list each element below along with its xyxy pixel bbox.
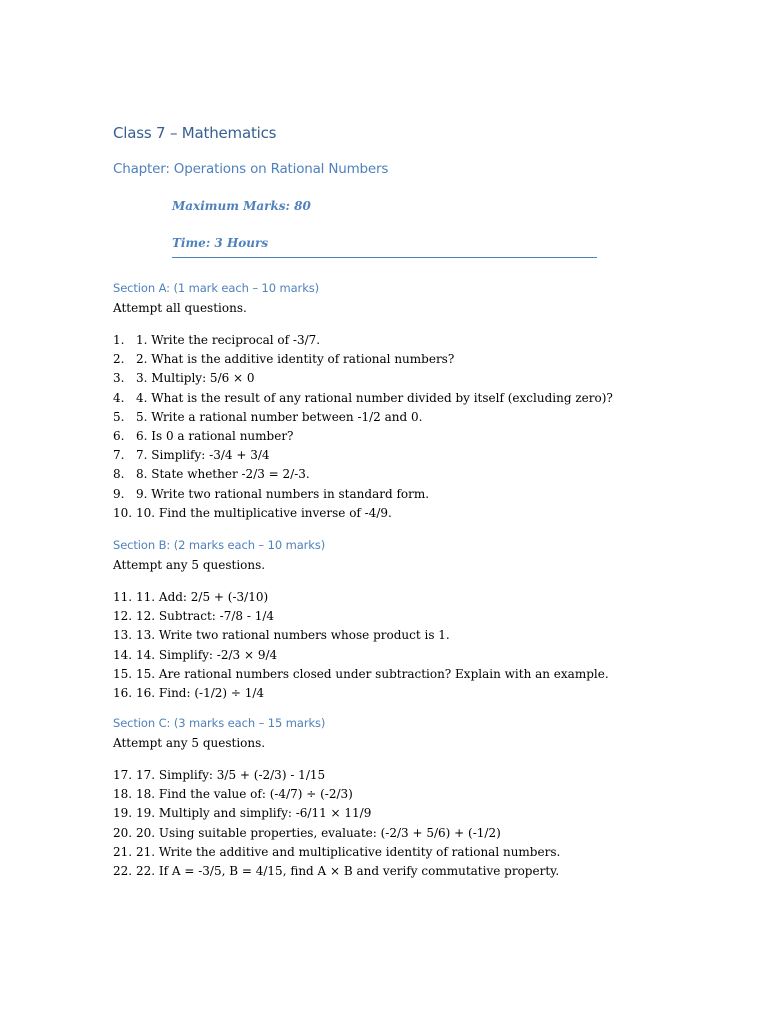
question-number: 17. (113, 768, 133, 782)
question-item (113, 485, 673, 504)
question-item (113, 408, 673, 427)
header-divider (172, 257, 597, 258)
question-item (113, 504, 673, 523)
question-text: 12. Subtract: -7/8 - 1/4 (136, 609, 275, 624)
question-list (113, 331, 673, 523)
question-text: 7. Simplify: -3/4 + 3/4 (136, 448, 270, 463)
question-number: 22. (113, 863, 133, 878)
question-text: 2. What is the additive identity of rational numbers? (136, 352, 455, 367)
question-item (113, 862, 673, 881)
question-item (113, 684, 673, 703)
question-number: 1. (113, 333, 125, 347)
question-number: 7. (113, 448, 125, 463)
question-item (113, 465, 673, 484)
question-text: 1. Write the reciprocal of -3/7. (136, 333, 321, 347)
question-number: 15. (113, 666, 133, 681)
question-item (113, 607, 673, 626)
question-number: 4. (113, 390, 125, 405)
time-allowed: Time: 3 Hours (172, 236, 269, 250)
question-number: 6. (113, 428, 125, 443)
question-item (113, 446, 673, 465)
question-number: 14. (113, 647, 133, 662)
section-b (113, 537, 673, 703)
section-heading: Section B: (2 marks each – 10 marks) (113, 538, 326, 552)
question-item (113, 804, 673, 823)
question-text: 8. State whether -2/3 = 2/-3. (136, 467, 310, 482)
question-number: 8. (113, 467, 125, 482)
question-number: 19. (113, 806, 133, 821)
question-item (113, 369, 673, 388)
question-number: 18. (113, 787, 133, 802)
question-text: 22. If A = -3/5, B = 4/15, find A × B and verify commutative property. (136, 863, 560, 878)
question-number: 3. (113, 371, 125, 386)
question-text: 13. Write two rational numbers whose product is 1. (136, 628, 450, 643)
section-heading: Section A: (1 mark each – 10 marks) (113, 281, 320, 295)
question-number: 12. (113, 609, 133, 624)
question-item (113, 427, 673, 446)
question-text: 19. Multiply and simplify: -6/11 × 11/9 (136, 806, 372, 821)
question-number: 2. (113, 352, 125, 367)
question-item (113, 350, 673, 369)
question-item (113, 843, 673, 862)
question-text: 21. Write the additive and multiplicative identity of rational numbers. (136, 844, 561, 859)
chapter-title: Chapter: Operations on Rational Numbers (113, 161, 389, 177)
question-text: 6. Is 0 a rational number? (136, 428, 294, 443)
question-number: 16. (113, 685, 133, 700)
question-item (113, 665, 673, 684)
page-title: Class 7 – Mathematics (113, 124, 277, 142)
question-item (113, 588, 673, 607)
question-text: 14. Simplify: -2/3 × 9/4 (136, 647, 278, 662)
question-item (113, 824, 673, 843)
question-number: 5. (113, 409, 125, 424)
question-number: 21. (113, 844, 133, 859)
section-c (113, 715, 673, 881)
question-item (113, 646, 673, 665)
question-number: 9. (113, 486, 125, 501)
question-item (113, 389, 673, 408)
section-a (113, 280, 673, 523)
section-heading: Section C: (3 marks each – 15 marks) (113, 716, 326, 730)
question-text: 15. Are rational numbers closed under subtraction? Explain with an example. (136, 666, 609, 681)
question-number: 13. (113, 628, 133, 643)
section-instruction: Attempt any 5 questions. (113, 736, 266, 750)
question-list (113, 588, 673, 703)
question-text: 16. Find: (-1/2) ÷ 1/4 (136, 685, 265, 700)
question-number: 10. (113, 505, 133, 520)
question-text: 9. Write two rational numbers in standard form. (136, 486, 430, 501)
question-text: 20. Using suitable properties, evaluate: (-2/3 + 5/6) + (-1/2) (136, 825, 501, 840)
question-text: 18. Find the value of: (-4/7) ÷ (-2/3) (136, 787, 353, 802)
section-instruction: Attempt any 5 questions. (113, 558, 266, 572)
question-item (113, 331, 673, 350)
question-number: 20. (113, 825, 133, 840)
question-item (113, 785, 673, 804)
question-number: 11. (113, 590, 133, 604)
question-item (113, 766, 673, 785)
question-text: 4. What is the result of any rational number divided by itself (excluding zero)? (136, 390, 613, 405)
question-list (113, 766, 673, 881)
question-text: 5. Write a rational number between -1/2 and 0. (136, 409, 423, 424)
question-text: 3. Multiply: 5/6 × 0 (136, 371, 255, 386)
section-instruction: Attempt all questions. (113, 301, 247, 315)
question-text: 10. Find the multiplicative inverse of -4/9. (136, 505, 392, 520)
question-item (113, 626, 673, 645)
maximum-marks: Maximum Marks: 80 (172, 199, 311, 213)
question-text: 17. Simplify: 3/5 + (-2/3) - 1/15 (136, 768, 326, 782)
question-text: 11. Add: 2/5 + (-3/10) (136, 590, 269, 604)
